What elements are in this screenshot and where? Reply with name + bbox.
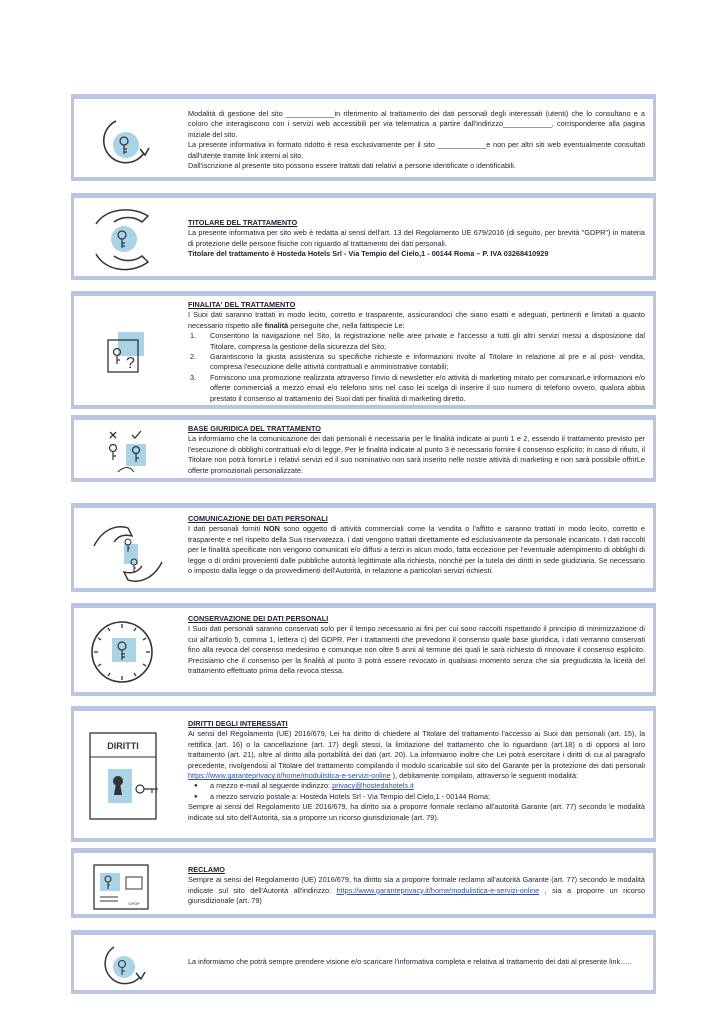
titolare-heading: TITOLARE DEL TRATTAMENTO: [188, 218, 298, 227]
diritti-paragraph-1: Ai sensi del Regolamento (UE) 2016/679, Lei ha diritto di chiedere al Titolare del trattamento l'accesso ai Suoi dati personali (art. 15), la rettifica (art. 16) o la cancellazione (art. 17) degli stessi, la limitazione del trattamento che lo riguardano (art.18) o di opporsi al loro trattamento (art. 21), oltre al diritto alla portabilità dei dati (art. 20). La informiamo inoltre che Lei potrà esercitare i diritti di cui al paragrafo precedente, rivolgendosi al Titolare del trattamento compilando il modulo scaricabile sul sito del Garante per la protezione dei dati personali https://www.garanteprivacy.it/home/modulistica-e-servizi-online ), debitamente compilato, attraverso le seguenti modalità:: [188, 729, 645, 781]
section-modalita: [71, 94, 656, 181]
diritti-lock-icon: [88, 731, 180, 823]
list-item: 3. Forniscono una promozione realizzata attraverso l'invio di newsletter e/o attività di marketing mirato per comunicarLe informazioni e/o offerte commerciali a mezzo email e/o telefono sms nel caso lei scelga di inserire il suo numero di telefono ovvero, qualora abbia prestato il consenso al trattamento dei Suoi dati per finalità di marketing diretto.: [190, 372, 645, 403]
titolare-paragraph-1: La presente informativa per sito web è redatta ai sensi dell'art. 13 del Regolamento UE 679/2016 (di seguito, per brevità "GDPR") in materia di protezione delle persone fisiche con riguardo al trattamento dei dati personali.: [188, 228, 645, 248]
refresh-key-icon: [88, 939, 180, 993]
reclamo-document-icon: [88, 861, 180, 913]
conservazione-heading: CONSERVAZIONE DEI DATI PERSONALI: [188, 614, 329, 623]
list-item: 2. Garantiscono la giusta assistenza su specifiche richieste e informazioni rivolte al Titolare in relazione al pre e al post- vendita, compresa l'esecuzione delle attività contrattuali e amministrative contabili;: [190, 352, 645, 372]
reclamo-icon-label: GPDP: [128, 901, 140, 906]
list-item: ● a mezzo servizio postale a: Hosteda Hotels Srl - Via Tempio del Cielo,1 - 00144 Roma;: [210, 792, 645, 802]
base-paragraph: La informiamo che la comunicazione dei dati personali è necessaria per le finalità indicate ai punti 1 e 2, essendo il trattamento previsto per l'esecuzione di obblighi contrattuali e/o di legge. Per le finalità indicate al punto 3 è necessario fornire il consenso esplicito; in caso di rifiuto, il Titolare non potrà fornirLe i relativi servizi ed il suo nominativo non sarà inserito nelle nostre attività di marketing e non sarà possibile offrirLe offerte promozionali personalizzate.: [188, 434, 645, 475]
finalita-list: [188, 331, 645, 404]
finalita-heading: FINALITA' DEL TRATTAMENTO: [188, 300, 296, 309]
garante-link[interactable]: https://www.garanteprivacy.it/home/modulistica-e-servizi-online: [188, 771, 391, 781]
section-base-giuridica: [71, 415, 656, 482]
svg-text:?: ?: [126, 355, 135, 372]
modalita-paragraph-2: La presente informativa in formato ridotto è resa esclusivamente per il sito ____________e non per altri siti web eventualmente consultati dall'utente tramite link interni al sito.: [188, 140, 645, 160]
section-finale: [71, 930, 656, 994]
diritti-paragraph-2: Sempre ai sensi del Regolamento UE 2016/679, ha diritto sia a proporre formale reclamo all'autorità Garante (art. 77) secondo le modalità indicate sul sito dell'Autorità, sia a proporre un ricorso giurisdizionale (art. 79).: [188, 802, 645, 822]
garante-link[interactable]: https://www.garanteprivacy.it/home/modulistica-e-servizi-online: [336, 885, 540, 895]
hands-key-icon: [88, 202, 180, 278]
modalita-paragraph-1: Modalità di gestione del sito ____________in riferimento al trattamento dei dati personali degli interessati (utenti) che lo consultano e a coloro che interagiscono con i servizi web accessibili per via telematica a partire dall'indirizzo____________, corrispondente alla pagina iniziale del sito.: [188, 109, 645, 139]
conservazione-paragraph: I Suoi dati personali saranno conservati solo per il tempo necessario ai fini per cui sono raccolti rispettando il principio di minimizzazione di cui all'articolo 5, comma 1, lettera c) del GDPR. Per i trattamenti che prevedono il consenso quale base giuridica, i dati verranno conservati fino alla revoca del consenso medesimo e comunque non oltre 5 anni al termine dei quali le sarà richiesto di rinnovare il consenso esplicito. Precisiamo che il consenso per la finalità al punto 3 potrà essere revocato in qualsiasi momento senza che sia pregiudicata la liceità del trattamento effettuato prima della revoca stessa.: [188, 624, 645, 676]
clock-key-icon: [88, 614, 180, 690]
keys-choice-icon: [88, 426, 180, 478]
modalita-paragraph-3: Dall'iscrizione al presente sito possono essere trattati dati relativi a persone identificate o identificabili.: [188, 161, 516, 171]
reclamo-heading: RECLAMO: [188, 865, 225, 874]
finalita-intro: I Suoi dati saranno trattati in modo lecito, corretto e trasparente, assicurandoci che siano esatti e adeguati, pertinenti e limitati a quanto necessario rispetto alle finalità perseguite che, nella fattispecie Le:: [188, 310, 645, 330]
reclamo-paragraph: Sempre ai sensi del Regolamento (UE) 2016/679, ha diritto sia a proporre formale reclamo all'autorità Garante (art. 77) secondo le modalità indicate sul sito dell'Autorità all'indirizzo: https://www.garanteprivacy.it/home/modulistica-e-servizi-online , sia a proporre un ricorso giurisdizionale (art. 79): [188, 875, 646, 906]
comunicazione-heading: COMUNICAZIONE DEI DATI PERSONALI: [188, 514, 328, 523]
section-finalita: [71, 291, 656, 409]
finale-paragraph: La informiamo che potrà sempre prendere visione e/o scaricare l'informativa completa e relativa al trattamento dei dati al presente link…..: [188, 957, 632, 966]
hands-exchange-icon: [88, 516, 180, 592]
section-titolare: [71, 193, 656, 280]
section-comunicazione: [71, 503, 656, 592]
diritti-list: [188, 781, 645, 802]
comunicazione-paragraph: I dati personali forniti NON sono oggetto di attività commerciali come la vendita o l'affitto e saranno trattati in modo lecito, corretto e trasparente e nel rispetto della Sua riservatezza. I dati vengono trattati direttamente ed esclusivamente da personale incaricato. I dati raccolti per le finalità specificate non vengono comunicati e/o diffusi a terzi in alcun modo, fatta eccezione per l'eventuale adempimento di obblighi di legge o di ordini provenienti dalle pubbliche autorità legittimate alla richiesta, nonché per la tutela dei diritti in sede giudiziaria. Se necessario o imposto dalla legge o da provvedimenti dell'Autorità, in relazione a particolari servizi richiesti.: [188, 524, 645, 576]
email-link[interactable]: privacy@hostedahotels.it: [332, 781, 414, 791]
key-question-icon: [88, 322, 180, 382]
diritti-icon-label: DIRITTI: [107, 741, 139, 751]
base-heading: BASE GIURIDICA DEL TRATTAMENTO: [188, 424, 321, 433]
titolare-paragraph-2: Titolare del trattamento è Hosteda Hotels Srl - Via Tempio del Cielo,1 - 00144 Roma – P. IVA 03268410929: [188, 249, 549, 259]
diritti-heading: DIRITTI DEGLI INTERESSATI: [188, 719, 288, 728]
list-item: ● a mezzo e-mail al seguente indirizzo: privacy@hostedahotels.it: [210, 781, 645, 791]
section-diritti: [71, 706, 656, 842]
refresh-key-icon: [88, 109, 180, 173]
section-reclamo: [71, 848, 656, 918]
list-item: 1. Consentono la navigazione nel Sito, la registrazione nelle aree private e l'accesso a tutti gli altri servizi messi a disposizione dal Titolare, compresa la gestione della sicurezza del Sito;: [190, 331, 645, 351]
section-conservazione: [71, 603, 656, 696]
